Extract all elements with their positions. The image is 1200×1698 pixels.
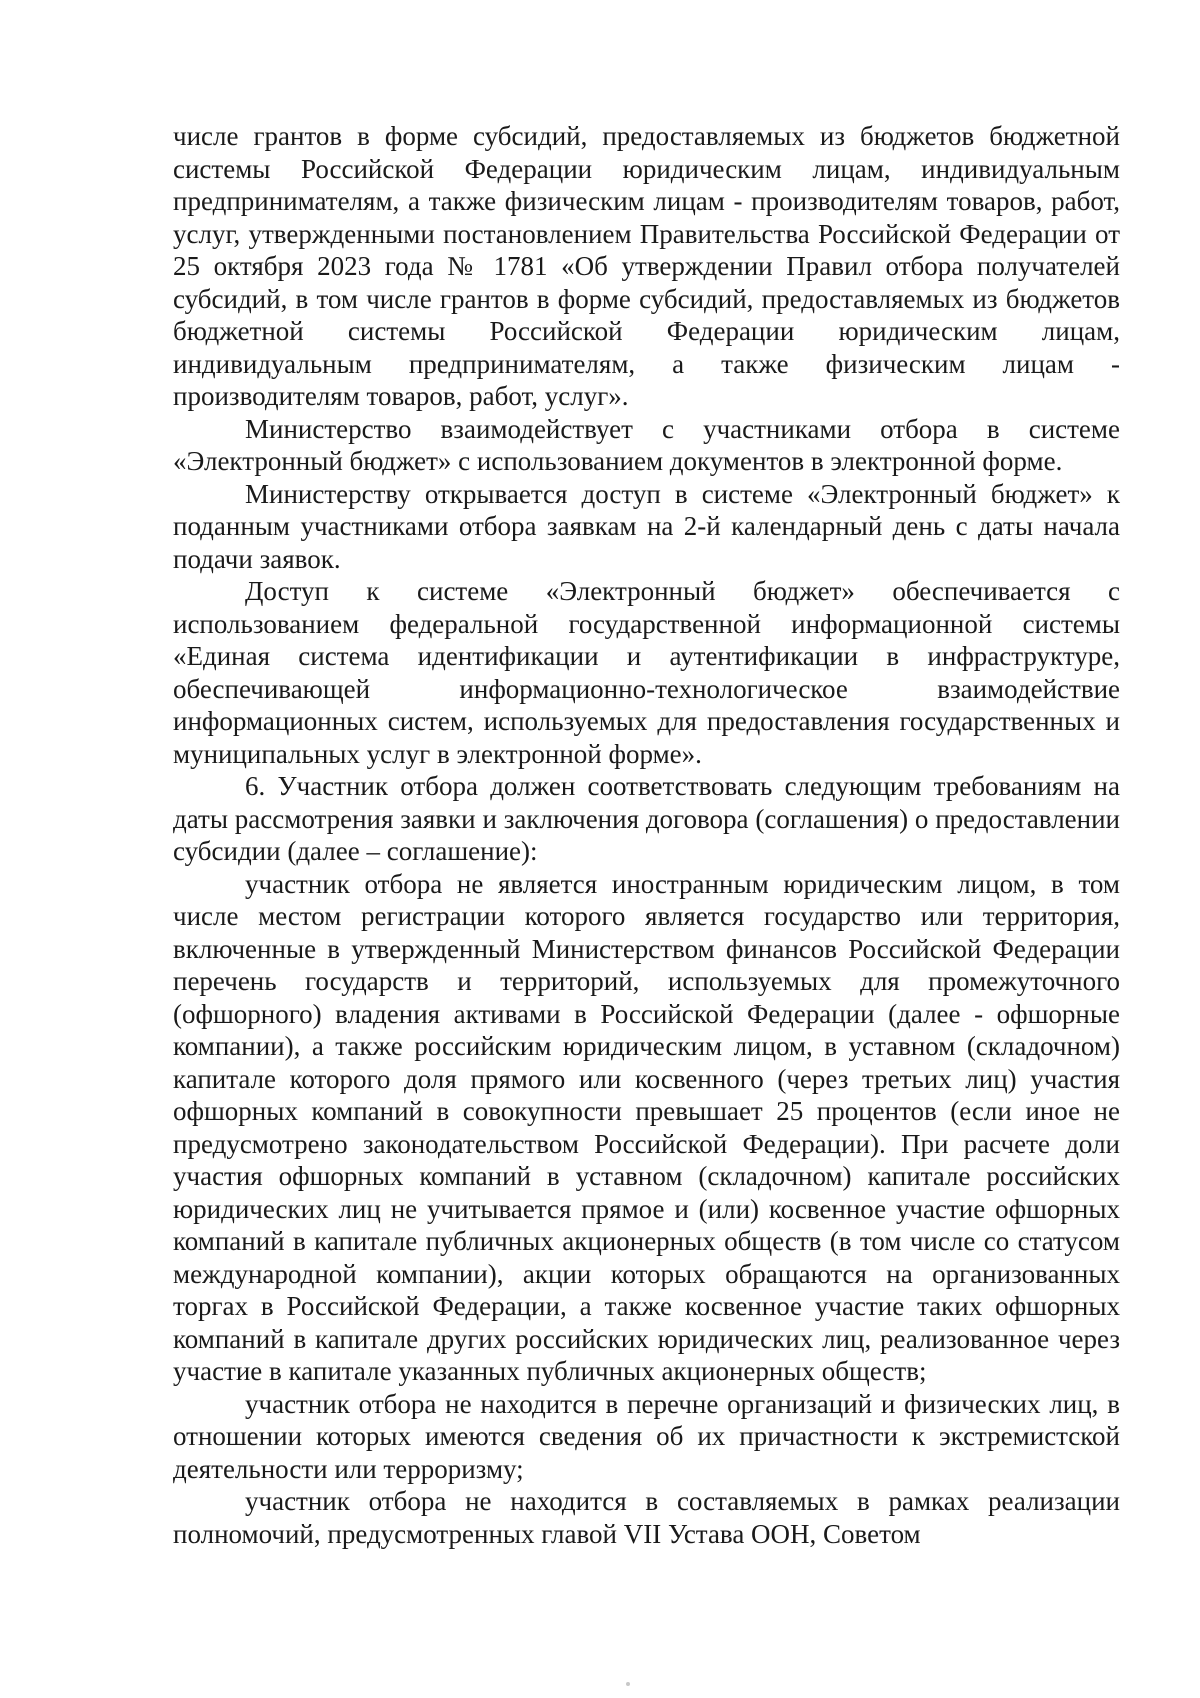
paragraph-continuation: числе грантов в форме субсидий, предоставляемых из бюджетов бюджетной системы Российской Федерации юридическим лицам, индивидуальным предпринимателям, а также физическим лицам - производителям товаров, работ, услуг, утвержденными постановлением Правительства Российской Федерации от 25 октября 2023 года № 1781 «Об утверждении Правил отбора получателей субсидий, в том числе грантов в форме субсидий, предоставляемых из бюджетов бюджетной системы Российской Федерации юридическим лицам, индивидуальным предпринимателям, а также физическим лицам - производителям товаров, работ, услуг».: [173, 121, 1120, 411]
paragraph-ministry-interaction: Министерство взаимодействует с участниками отбора в системе «Электронный бюджет» с использованием документов в электронной форме.: [173, 413, 1120, 476]
paragraph-system-access: Доступ к системе «Электронный бюджет» обеспечивается с использованием федеральной государственной информационной системы «Единая система идентификации и аутентификации в инфраструктуре, обеспечивающей информационно-технологическое взаимодействие информационных систем, используемых для предоставления государственных и муниципальных услуг в электронной форме».: [173, 576, 1120, 769]
paragraph-requirement-un-lists: участник отбора не находится в составляемых в рамках реализации полномочий, предусмотренных главой VII Устава ООН, Советом: [173, 1486, 1120, 1549]
scan-dot: [626, 1682, 630, 1686]
paragraph-requirement-offshore: участник отбора не является иностранным юридическим лицом, в том числе местом регистрации которого является государство или территория, включенные в утвержденный Министерством финансов Российской Федерации перечень государств и территорий, используемых для промежуточного (офшорного) владения активами в Российской Федерации (далее - офшорные компании), а также российским юридическим лицом, в уставном (складочном) капитале которого доля прямого или косвенного (через третьих лиц) участия офшорных компаний в совокупности превышает 25 процентов (если иное не предусмотрено законодательством Российской Федерации). При расчете доли участия офшорных компаний в уставном (складочном) капитале российских юридических лиц не учитывается прямое и (или) косвенное участие офшорных компаний в капитале публичных акционерных обществ (в том числе со статусом международной компании), акции которых обращаются на организованных торгах в Российской Федерации, а также косвенное участие таких офшорных компаний в капитале других российских юридических лиц, реализованное через участие в капитале указанных публичных акционерных обществ;: [173, 868, 1120, 1386]
paragraph-ministry-access: Министерству открывается доступ в системе «Электронный бюджет» к поданным участниками отбора заявкам на 2-й календарный день с даты начала подачи заявок.: [173, 478, 1120, 574]
paragraph-requirement-extremism: участник отбора не находится в перечне организаций и физических лиц, в отношении которых имеются сведения об их причастности к экстремистской деятельности или терроризму;: [173, 1388, 1120, 1484]
paragraph-requirements-intro: 6. Участник отбора должен соответствовать следующим требованиям на даты рассмотрения заявки и заключения договора (соглашения) о предоставлении субсидии (далее – соглашение):: [173, 771, 1120, 866]
document-body: [173, 120, 1120, 1550]
